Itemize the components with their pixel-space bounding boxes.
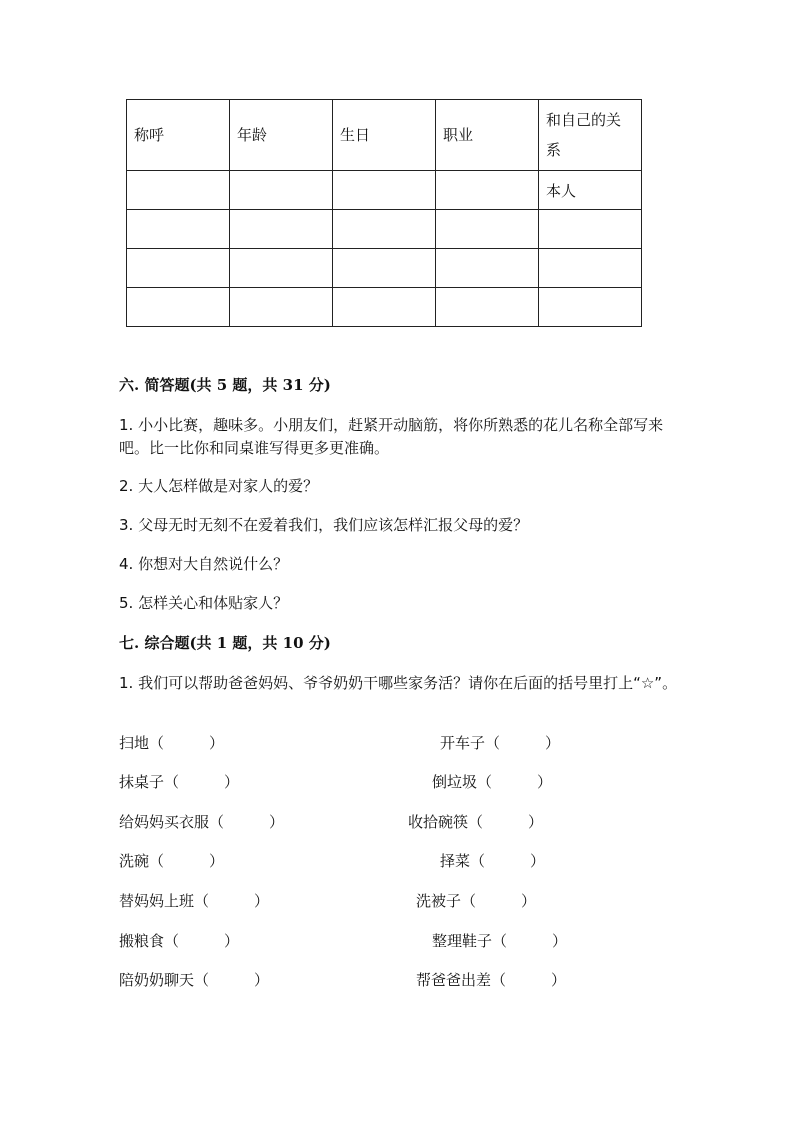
chore-label: 抹桌子 (119, 773, 165, 791)
section-6-title: 六. 简答题(共 5 题，共 31 分) (119, 376, 331, 394)
short-answer-question-1: 1. 小小比赛，趣味多。小朋友们，赶紧开动脑筋，将你所熟悉的花儿名称全部写来吧。比一比你和同桌谁写得更多更准确。 (119, 416, 664, 457)
short-answer-question-2: 2. 大人怎样做是对家人的爱？ (119, 477, 319, 495)
chore-label: 洗被子 (416, 892, 462, 910)
star-answer-box[interactable]: （ ） (461, 892, 537, 910)
table-cell[interactable] (539, 210, 642, 249)
star-answer-box[interactable]: （ ） (194, 892, 270, 910)
chore-item (119, 811, 284, 832)
table-row (127, 210, 642, 249)
section-7-title: 七. 综合题(共 1 题，共 10 分) (119, 634, 331, 652)
star-answer-box[interactable]: （ ） (149, 734, 225, 752)
table-cell[interactable] (436, 171, 539, 210)
short-answer-question-5: 5. 怎样关心和体贴家人？ (119, 594, 289, 612)
table-cell[interactable] (539, 249, 642, 288)
chore-label: 开车子 (440, 734, 486, 752)
table-cell[interactable] (230, 171, 333, 210)
table-cell[interactable] (539, 288, 642, 327)
header-title: 称呼 (134, 126, 165, 144)
chore-label: 帮爸爸出差 (416, 971, 492, 989)
comprehensive-question-1: 1. 我们可以帮助爸爸妈妈、爷爷奶奶干哪些家务活？请你在后面的括号里打上“☆”。 (119, 674, 678, 692)
table-cell[interactable] (436, 249, 539, 288)
table-header-cell (539, 100, 642, 171)
table-cell[interactable]: 本人 (539, 171, 642, 210)
table-cell[interactable] (230, 249, 333, 288)
star-answer-box[interactable]: （ ） (194, 971, 270, 989)
table-cell[interactable] (333, 249, 436, 288)
star-answer-box[interactable]: （ ） (164, 773, 240, 791)
star-answer-box[interactable]: （ ） (492, 932, 568, 950)
chore-item (119, 969, 269, 990)
table-cell[interactable] (333, 288, 436, 327)
chore-label: 陪奶奶聊天 (119, 971, 195, 989)
table-cell[interactable] (230, 288, 333, 327)
chore-label: 扫地 (119, 734, 150, 752)
table-cell[interactable] (333, 171, 436, 210)
star-answer-box[interactable]: （ ） (477, 773, 553, 791)
chore-item (119, 771, 239, 792)
chore-item (119, 890, 269, 911)
chore-item (119, 930, 239, 951)
table-cell[interactable] (230, 210, 333, 249)
chore-label: 择菜 (440, 852, 471, 870)
header-birthday: 生日 (340, 126, 371, 144)
star-answer-box[interactable]: （ ） (164, 932, 240, 950)
table-cell[interactable] (127, 288, 230, 327)
chore-item (119, 732, 224, 753)
short-answer-question-3: 3. 父母无时无刻不在爱着我们，我们应该怎样汇报父母的爱？ (119, 516, 529, 534)
table-header-row (127, 100, 642, 171)
table-cell[interactable] (127, 210, 230, 249)
short-answer-question-4: 4. 你想对大自然说什么？ (119, 555, 289, 573)
star-answer-box[interactable]: （ ） (468, 813, 544, 831)
table-cell[interactable] (127, 249, 230, 288)
star-answer-box[interactable]: （ ） (209, 813, 285, 831)
table-cell[interactable] (436, 210, 539, 249)
table-cell[interactable] (127, 171, 230, 210)
chore-label: 搬粮食 (119, 932, 165, 950)
chore-item (416, 969, 566, 990)
table-header-cell (127, 100, 230, 171)
chore-item (408, 811, 543, 832)
chore-item (416, 890, 536, 911)
star-answer-box[interactable]: （ ） (491, 971, 567, 989)
family-info-table (126, 99, 642, 327)
chore-label: 倒垃圾 (432, 773, 478, 791)
star-answer-box[interactable]: （ ） (149, 852, 225, 870)
table-header-cell (436, 100, 539, 171)
star-answer-box[interactable]: （ ） (485, 734, 561, 752)
table-row (127, 288, 642, 327)
table-row (127, 249, 642, 288)
chore-item (440, 732, 560, 753)
chore-label: 收拾碗筷 (408, 813, 469, 831)
star-answer-box[interactable]: （ ） (470, 852, 546, 870)
table-row (127, 171, 642, 210)
chore-item (432, 771, 552, 792)
chore-label: 给妈妈买衣服 (119, 813, 210, 831)
chore-item (119, 850, 224, 871)
chore-label: 洗碗 (119, 852, 150, 870)
table-cell[interactable] (333, 210, 436, 249)
chore-item (432, 930, 567, 951)
chore-label: 整理鞋子 (432, 932, 493, 950)
header-relationship: 和自己的关系 (546, 111, 622, 159)
table-header-cell (230, 100, 333, 171)
chore-label: 替妈妈上班 (119, 892, 195, 910)
table-header-cell (333, 100, 436, 171)
header-age: 年龄 (237, 126, 268, 144)
chore-item (440, 850, 545, 871)
header-occupation: 职业 (443, 126, 474, 144)
table-cell[interactable] (436, 288, 539, 327)
